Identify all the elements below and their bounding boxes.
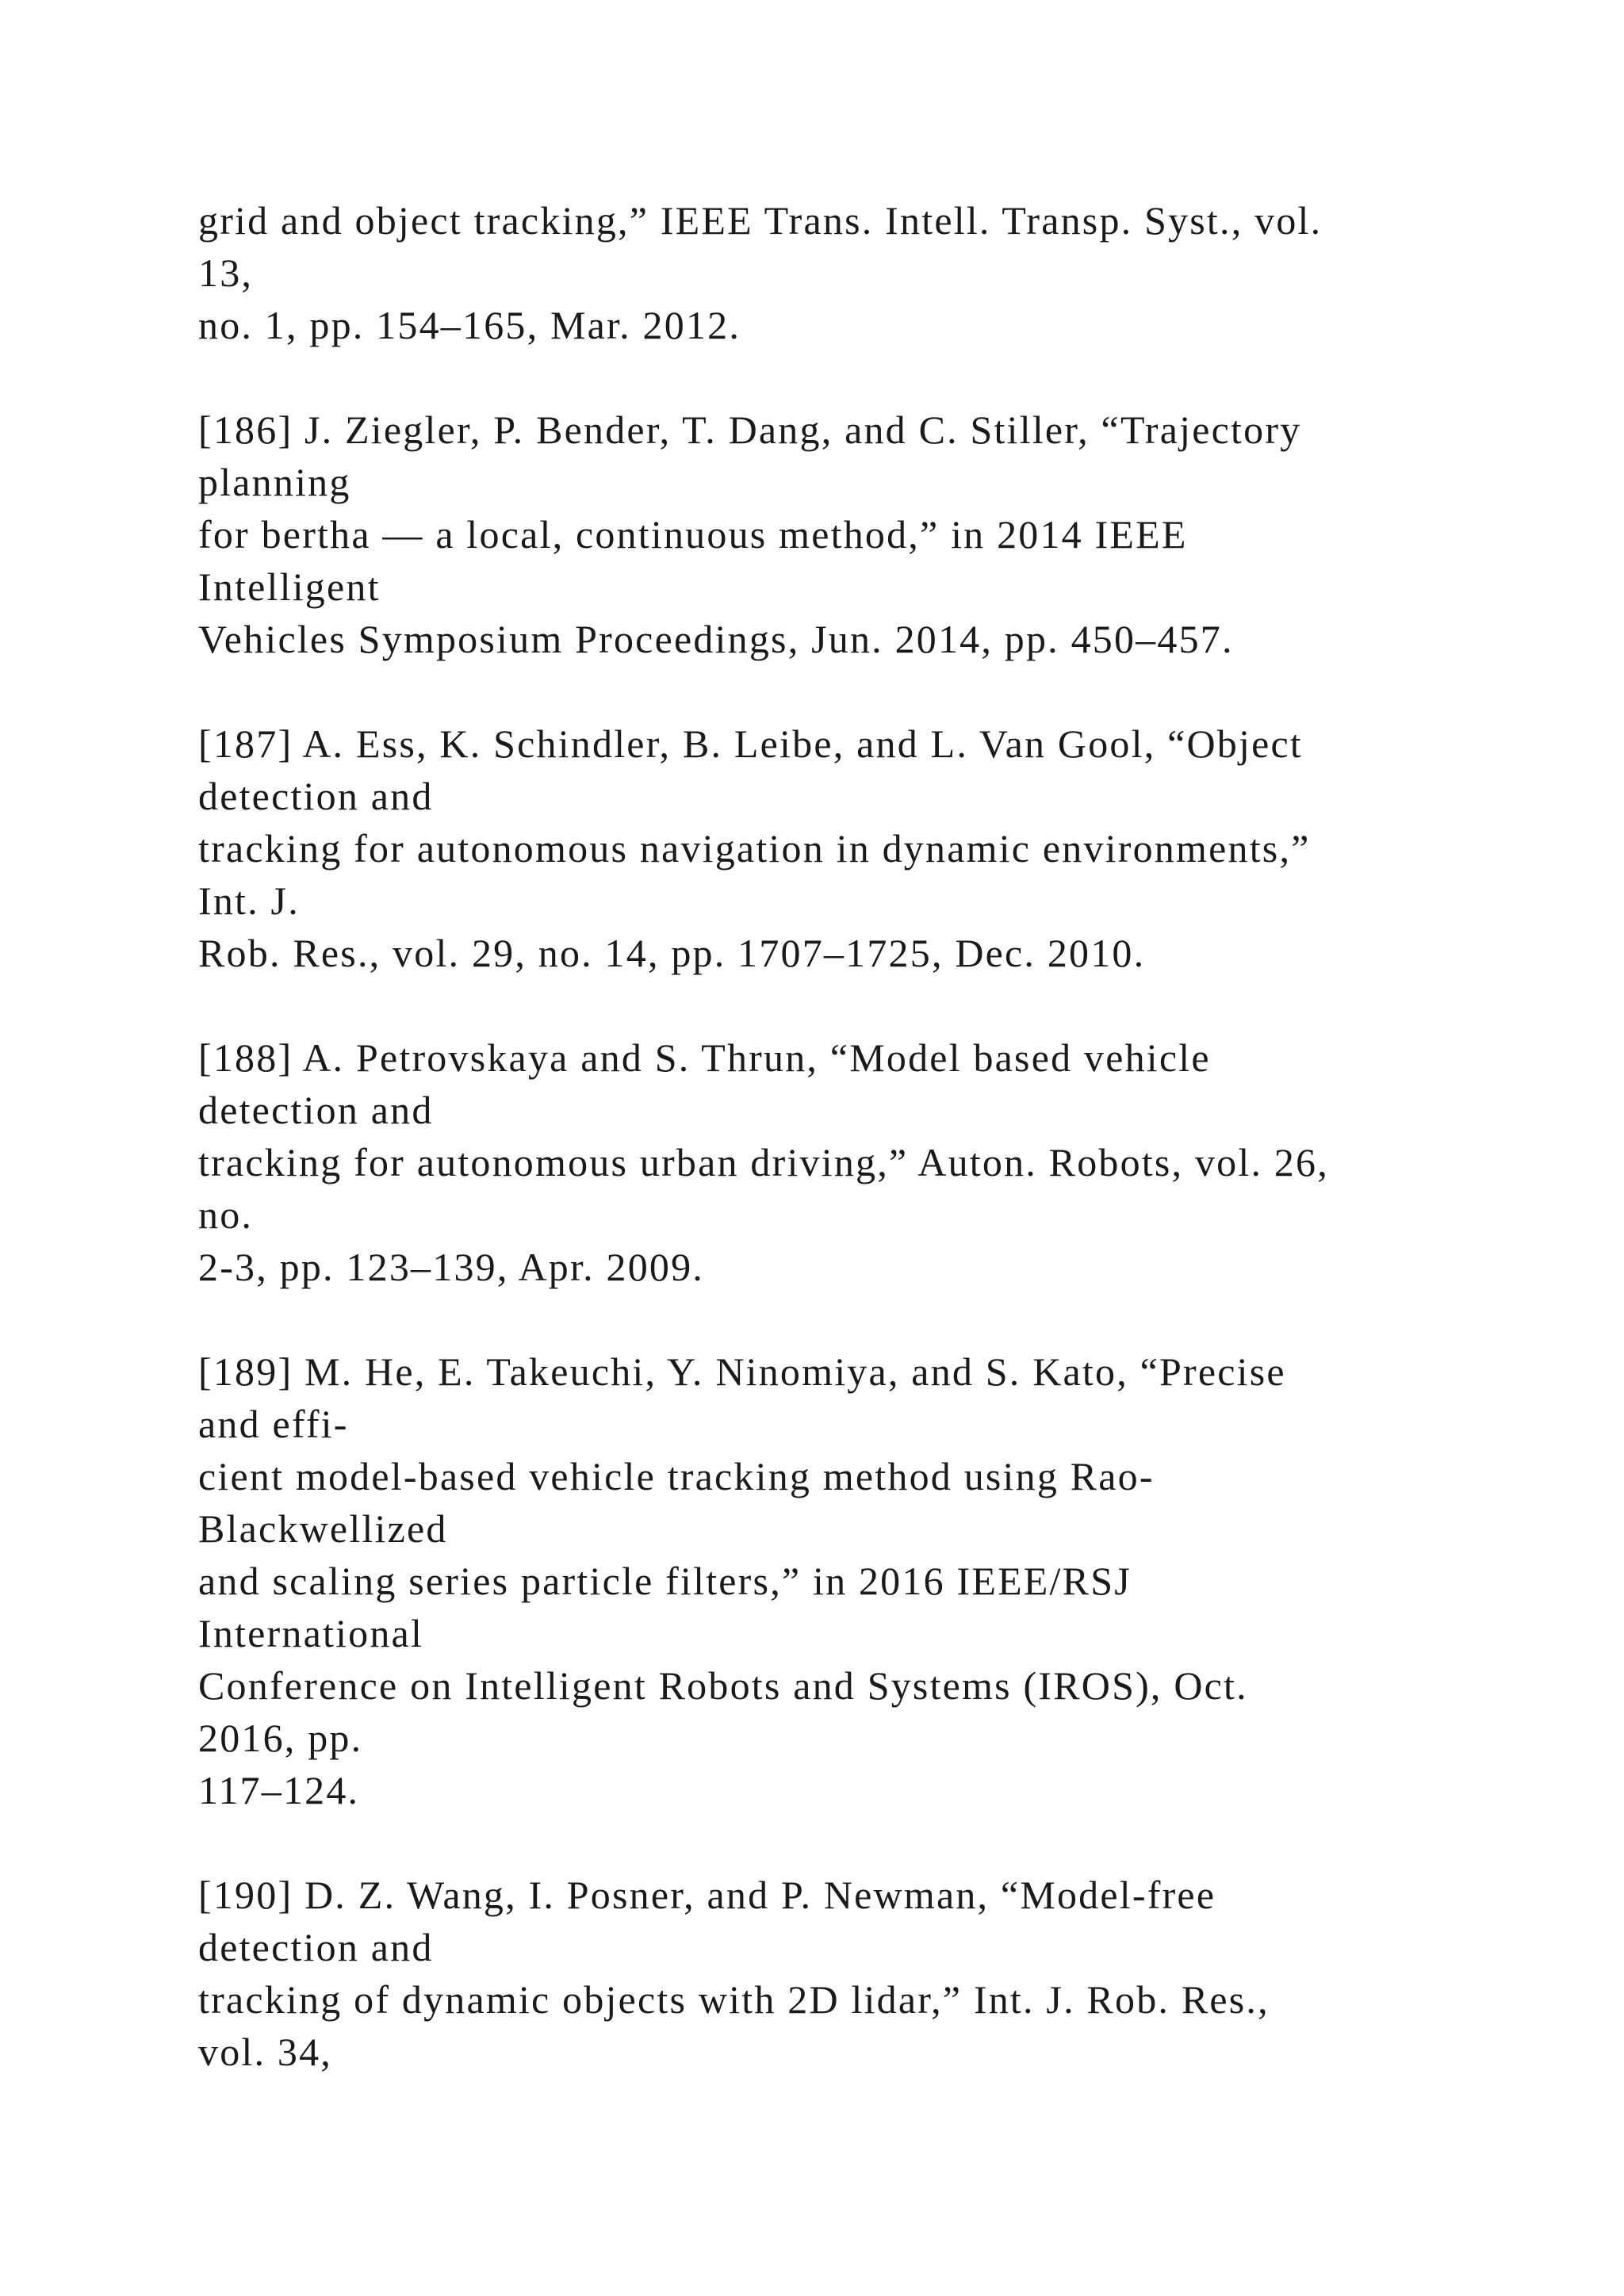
reference-line: grid and object tracking,” IEEE Trans. Intell. Transp. Syst., vol. (198, 198, 1323, 243)
reference-line: [190] D. Z. Wang, I. Posner, and P. Newman, “Model-free (198, 1873, 1216, 1917)
reference-line: vol. 34, (198, 2030, 332, 2074)
reference-line: tracking of dynamic objects with 2D lidar,” Int. J. Rob. Res., (198, 1977, 1270, 2022)
reference-187 (198, 718, 1546, 979)
paragraph-gap (198, 665, 1546, 718)
reference-line: [186] J. Ziegler, P. Bender, T. Dang, and C. Stiller, “Trajectory (198, 408, 1302, 452)
reference-line: Intelligent (198, 564, 381, 609)
reference-line: [189] M. He, E. Takeuchi, Y. Ninomiya, and S. Kato, “Precise (198, 1349, 1286, 1394)
reference-line: 2016, pp. (198, 1716, 363, 1760)
reference-line: Conference on Intelligent Robots and Systems (IROS), Oct. (198, 1663, 1248, 1708)
paragraph-gap (198, 351, 1546, 404)
reference-line: detection and (198, 1925, 434, 1969)
reference-line: Rob. Res., vol. 29, no. 14, pp. 1707–1725, Dec. 2010. (198, 931, 1146, 975)
reference-line: 2-3, pp. 123–139, Apr. 2009. (198, 1245, 704, 1289)
reference-line: no. 1, pp. 154–165, Mar. 2012. (198, 303, 741, 347)
reference-line: and scaling series particle filters,” in 2016 IEEE/RSJ (198, 1559, 1132, 1603)
reference-188 (198, 1031, 1546, 1293)
reference-line: [187] A. Ess, K. Schindler, B. Leibe, and L. Van Gool, “Object (198, 721, 1303, 766)
reference-line: [188] A. Petrovskaya and S. Thrun, “Model based vehicle (198, 1035, 1211, 1080)
reference-line: Int. J. (198, 878, 300, 923)
reference-line: 13, (198, 251, 254, 295)
reference-line: cient model-based vehicle tracking method using Rao- (198, 1454, 1155, 1498)
paragraph-gap (198, 979, 1546, 1031)
reference-line: and effi- (198, 1402, 349, 1446)
paragraph-gap (198, 1293, 1546, 1345)
reference-189 (198, 1345, 1546, 1816)
reference-line: Vehicles Symposium Proceedings, Jun. 2014, pp. 450–457. (198, 617, 1234, 661)
reference-line: for bertha — a local, continuous method,” in 2014 IEEE (198, 512, 1188, 557)
reference-line: International (198, 1611, 424, 1655)
reference-line: detection and (198, 1088, 434, 1132)
reference-line: detection and (198, 774, 434, 818)
reference-line: Blackwellized (198, 1506, 448, 1551)
reference-line: no. (198, 1192, 254, 1237)
reference-line: tracking for autonomous urban driving,” Auton. Robots, vol. 26, (198, 1140, 1329, 1184)
reference-line: tracking for autonomous navigation in dynamic environments,” (198, 826, 1311, 871)
reference-line: planning (198, 460, 351, 504)
reference-list (198, 194, 1546, 2078)
paragraph-gap (198, 1816, 1546, 1869)
reference-line: 117–124. (198, 1768, 360, 1812)
reference-186 (198, 404, 1546, 665)
reference-185-continuation (198, 194, 1546, 351)
reference-190 (198, 1869, 1546, 2078)
